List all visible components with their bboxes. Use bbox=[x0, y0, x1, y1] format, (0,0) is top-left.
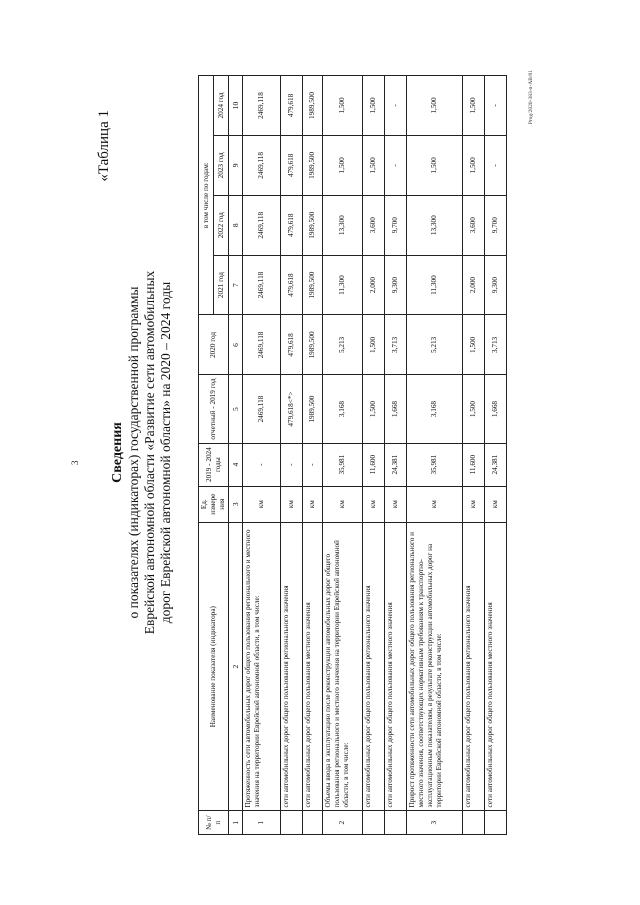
cell-y2022: 9,700 bbox=[485, 195, 507, 255]
cell-y2022: 1989,500 bbox=[303, 195, 323, 255]
cell-unit: км bbox=[485, 486, 507, 522]
cell-y2021: 9,300 bbox=[485, 255, 507, 315]
cell-num bbox=[281, 811, 303, 835]
cell-y2024: 479,618 bbox=[281, 76, 303, 136]
cell-name: сети автомобильных дорог общего пользования регионального значения bbox=[463, 522, 485, 811]
cell-y2023: - bbox=[485, 135, 507, 195]
cell-period: 11,600 bbox=[363, 443, 385, 486]
cell-y2020: 1,500 bbox=[463, 315, 485, 375]
table-row bbox=[243, 76, 281, 835]
cell-name: Прирост протяженности сети автомобильных дорог общего пользования регионального и местного значения, соответствующих нормативным требованиям к транспортно-эксплуатационным показателям, в результате реконструкции автомобильных дорог на территории Еврейской автономной области, в том числе: bbox=[407, 522, 463, 811]
header-name: Наименование показателя (индикатора) bbox=[199, 522, 229, 811]
cell-y2024: 1,500 bbox=[323, 76, 363, 136]
cell-report: 479,618<*> bbox=[281, 375, 303, 443]
cell-y2021: 2,000 bbox=[463, 255, 485, 315]
cell-y2024: 1,500 bbox=[407, 76, 463, 136]
cell-period: - bbox=[303, 443, 323, 486]
heading-line-2: о показателях (индикаторах) государственной программы bbox=[126, 286, 141, 619]
cell-y2023: 1,500 bbox=[463, 135, 485, 195]
cell-unit: км bbox=[463, 486, 485, 522]
cell-period: 24,381 bbox=[385, 443, 407, 486]
cell-y2020: 2469,118 bbox=[243, 315, 281, 375]
table-label: «Таблица 1 bbox=[96, 110, 112, 182]
cell-y2022: 13,300 bbox=[323, 195, 363, 255]
cell-y2020: 1,500 bbox=[363, 315, 385, 375]
cell-y2023: - bbox=[385, 135, 407, 195]
header-period: 2019 - 2024 годы bbox=[199, 443, 229, 486]
header-2021: 2021 год bbox=[214, 255, 229, 315]
cell-y2022: 3,600 bbox=[463, 195, 485, 255]
header-num: № п/п bbox=[199, 811, 229, 835]
cell-period: 35,981 bbox=[407, 443, 463, 486]
cell-unit: км bbox=[281, 486, 303, 522]
cell-y2022: 9,700 bbox=[385, 195, 407, 255]
cell-y2020: 479,618 bbox=[281, 315, 303, 375]
cell-y2021: 9,300 bbox=[385, 255, 407, 315]
cell-num: 2 bbox=[323, 811, 363, 835]
footer-code: Prog/2020-383-п-AB/01 bbox=[528, 70, 534, 125]
col-number: 4 bbox=[229, 443, 243, 486]
cell-report: 1989,500 bbox=[303, 375, 323, 443]
cell-y2020: 3,713 bbox=[485, 315, 507, 375]
header-report: отчетный - 2019 год bbox=[199, 375, 229, 443]
cell-y2020: 5,213 bbox=[323, 315, 363, 375]
cell-period: - bbox=[243, 443, 281, 486]
cell-report: 3,168 bbox=[323, 375, 363, 443]
cell-y2021: 11,300 bbox=[323, 255, 363, 315]
cell-y2023: 1,500 bbox=[407, 135, 463, 195]
cell-y2022: 3,600 bbox=[363, 195, 385, 255]
cell-num bbox=[463, 811, 485, 835]
header-2024: 2024 год bbox=[214, 76, 229, 136]
table-row bbox=[303, 76, 323, 835]
heading-title: Сведения bbox=[110, 422, 125, 483]
col-number: 1 bbox=[229, 811, 243, 835]
cell-period: - bbox=[281, 443, 303, 486]
cell-y2020: 3,713 bbox=[385, 315, 407, 375]
header-2020: 2020 год bbox=[199, 315, 229, 375]
cell-y2021: 1989,500 bbox=[303, 255, 323, 315]
cell-name: сети автомобильных дорог общего пользования местного значения bbox=[385, 522, 407, 811]
heading-line-4: дорог Еврейской автономной области» на 2020 – 2024 годы bbox=[158, 281, 173, 624]
col-number: 10 bbox=[229, 76, 243, 136]
cell-y2024: - bbox=[385, 76, 407, 136]
cell-y2023: 1,500 bbox=[363, 135, 385, 195]
cell-report: 1,668 bbox=[485, 375, 507, 443]
cell-name: сети автомобильных дорог общего пользования регионального значения bbox=[281, 522, 303, 811]
cell-y2021: 2469,118 bbox=[243, 255, 281, 315]
cell-y2022: 2469,118 bbox=[243, 195, 281, 255]
col-number: 8 bbox=[229, 195, 243, 255]
cell-y2024: 1989,500 bbox=[303, 76, 323, 136]
header-by-years: в том числе по годам: bbox=[199, 76, 214, 316]
cell-num bbox=[485, 811, 507, 835]
cell-y2022: 479,618 bbox=[281, 195, 303, 255]
col-number: 3 bbox=[229, 486, 243, 522]
cell-unit: км bbox=[407, 486, 463, 522]
table-body bbox=[229, 76, 507, 835]
cell-num bbox=[385, 811, 407, 835]
cell-name: сети автомобильных дорог общего пользования местного значения bbox=[303, 522, 323, 811]
cell-y2024: - bbox=[485, 76, 507, 136]
table-row bbox=[463, 76, 485, 835]
col-number: 7 bbox=[229, 255, 243, 315]
cell-y2023: 2469,118 bbox=[243, 135, 281, 195]
cell-unit: км bbox=[323, 486, 363, 522]
cell-y2023: 1989,500 bbox=[303, 135, 323, 195]
cell-y2024: 1,500 bbox=[363, 76, 385, 136]
cell-name: Протяженность сети автомобильных дорог общего пользования регионального и местного значения на территории Еврейской автономной области, в том числе: bbox=[243, 522, 281, 811]
table-row bbox=[485, 76, 507, 835]
cell-y2024: 2469,118 bbox=[243, 76, 281, 136]
table-row bbox=[323, 76, 363, 835]
table-row bbox=[281, 76, 303, 835]
cell-report: 1,668 bbox=[385, 375, 407, 443]
cell-unit: км bbox=[385, 486, 407, 522]
cell-period: 35,981 bbox=[323, 443, 363, 486]
cell-y2021: 11,300 bbox=[407, 255, 463, 315]
cell-report: 1,500 bbox=[363, 375, 385, 443]
cell-num: 3 bbox=[407, 811, 463, 835]
cell-y2023: 479,618 bbox=[281, 135, 303, 195]
cell-name: Объемы ввода в эксплуатацию после реконструкции автомобильных дорог общего пользования регионального и местного значения на территории Еврейской автономной области, в том числе: bbox=[323, 522, 363, 811]
table-row bbox=[407, 76, 463, 835]
cell-unit: км bbox=[243, 486, 281, 522]
cell-report: 3,168 bbox=[407, 375, 463, 443]
indicators-table bbox=[198, 75, 507, 835]
cell-name: сети автомобильных дорог общего пользования местного значения bbox=[485, 522, 507, 811]
cell-unit: км bbox=[303, 486, 323, 522]
cell-y2020: 5,213 bbox=[407, 315, 463, 375]
heading-line-3: Еврейской автономной области «Развитие сети автомобильных bbox=[142, 270, 157, 635]
header-2023: 2023 год bbox=[214, 135, 229, 195]
cell-period: 11,600 bbox=[463, 443, 485, 486]
col-number: 9 bbox=[229, 135, 243, 195]
header-row-1 bbox=[199, 76, 214, 835]
cell-y2023: 1,500 bbox=[323, 135, 363, 195]
cell-y2020: 1989,500 bbox=[303, 315, 323, 375]
cell-y2021: 479,618 bbox=[281, 255, 303, 315]
cell-y2024: 1,500 bbox=[463, 76, 485, 136]
document-heading bbox=[110, 0, 174, 905]
cell-period: 24,381 bbox=[485, 443, 507, 486]
col-number: 5 bbox=[229, 375, 243, 443]
cell-num bbox=[363, 811, 385, 835]
cell-y2022: 13,300 bbox=[407, 195, 463, 255]
page-number: 3 bbox=[70, 460, 80, 465]
column-numbers-row bbox=[229, 76, 243, 835]
header-unit: Ед. измере ния bbox=[199, 486, 229, 522]
cell-unit: км bbox=[363, 486, 385, 522]
col-number: 2 bbox=[229, 522, 243, 811]
cell-num: 1 bbox=[243, 811, 281, 835]
cell-num bbox=[303, 811, 323, 835]
cell-report: 2469,118 bbox=[243, 375, 281, 443]
cell-report: 1,500 bbox=[463, 375, 485, 443]
cell-name: сети автомобильных дорог общего пользования регионального значения bbox=[363, 522, 385, 811]
header-2022: 2022 год bbox=[214, 195, 229, 255]
table-row bbox=[363, 76, 385, 835]
table-row bbox=[385, 76, 407, 835]
cell-y2021: 2,000 bbox=[363, 255, 385, 315]
col-number: 6 bbox=[229, 315, 243, 375]
